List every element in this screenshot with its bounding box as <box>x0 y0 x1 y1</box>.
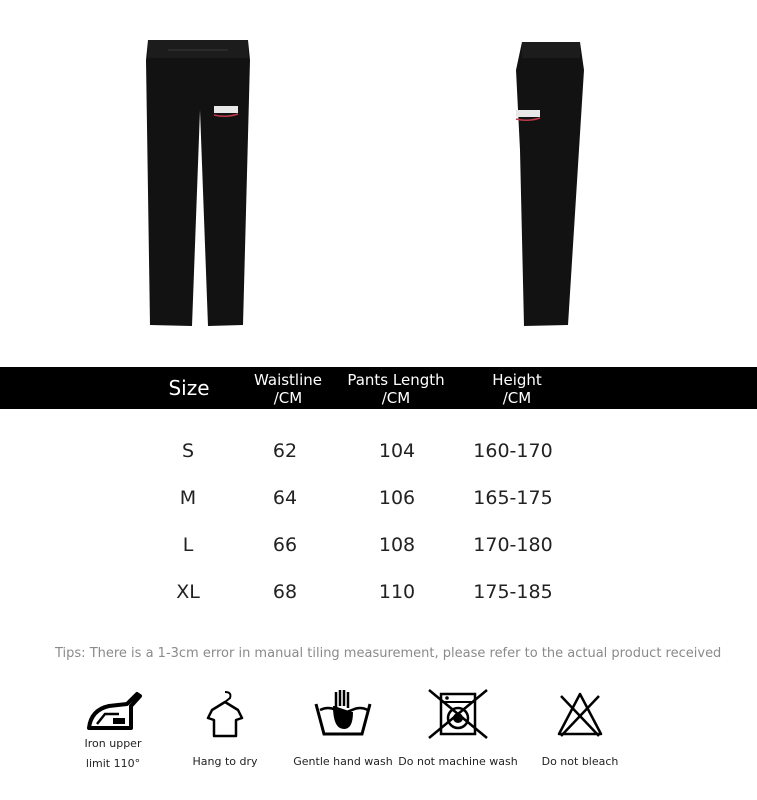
header-pants-length-label: Pants Length <box>347 371 445 389</box>
care-label-hand-wash: Gentle hand wash <box>293 755 393 768</box>
iron-icon <box>83 688 143 734</box>
care-item-no-bleach <box>538 688 622 772</box>
size-cell: M <box>179 487 197 509</box>
waistline-cell: 68 <box>272 581 298 603</box>
height-cell: 170-180 <box>473 534 553 556</box>
no-bleach-icon <box>555 688 605 740</box>
product-photos <box>0 0 757 360</box>
care-item-iron <box>78 688 148 774</box>
care-label-no-bleach: Do not bleach <box>541 755 619 768</box>
header-height <box>466 371 568 407</box>
care-item-hang <box>188 688 262 772</box>
hanger-icon <box>202 688 248 740</box>
pants-length-cell: 108 <box>378 534 416 556</box>
header-size: Size <box>168 376 210 400</box>
pants-length-cell: 110 <box>378 581 416 603</box>
size-cell: XL <box>176 581 200 603</box>
table-row <box>0 530 757 560</box>
table-row <box>0 483 757 513</box>
header-height-unit: /CM <box>502 389 532 407</box>
table-row <box>0 577 757 607</box>
tips-text: Tips: There is a 1-3cm error in manual tiling measurement, please refer to the actual product received <box>55 646 722 661</box>
waistline-cell: 66 <box>272 534 298 556</box>
care-label-iron-line2: limit 110° <box>85 757 141 770</box>
height-cell: 165-175 <box>473 487 553 509</box>
pants-length-cell: 106 <box>378 487 416 509</box>
care-item-hand-wash <box>291 688 395 772</box>
waistline-cell: 64 <box>272 487 298 509</box>
care-instructions <box>0 688 757 798</box>
height-cell: 175-185 <box>473 581 553 603</box>
size-cell: L <box>182 534 194 556</box>
size-cell: S <box>181 440 195 462</box>
table-row <box>0 436 757 466</box>
header-height-label: Height <box>492 371 542 389</box>
header-waistline <box>238 371 338 407</box>
header-pants-length-unit: /CM <box>381 389 411 407</box>
care-item-no-machine-wash <box>398 688 518 772</box>
pants-front-image <box>128 30 268 340</box>
no-machine-wash-icon <box>427 688 489 740</box>
size-chart-header <box>0 367 757 409</box>
pants-length-cell: 104 <box>378 440 416 462</box>
header-pants-length <box>336 371 456 407</box>
care-label-iron-line1: Iron upper <box>84 737 142 750</box>
waistline-cell: 62 <box>272 440 298 462</box>
pants-side-image <box>500 30 590 340</box>
header-waistline-label: Waistline <box>254 371 322 389</box>
hand-wash-icon <box>312 688 374 740</box>
care-label-no-machine-wash: Do not machine wash <box>398 755 518 768</box>
care-label-hang: Hang to dry <box>192 755 258 768</box>
height-cell: 160-170 <box>473 440 553 462</box>
header-waistline-unit: /CM <box>273 389 303 407</box>
